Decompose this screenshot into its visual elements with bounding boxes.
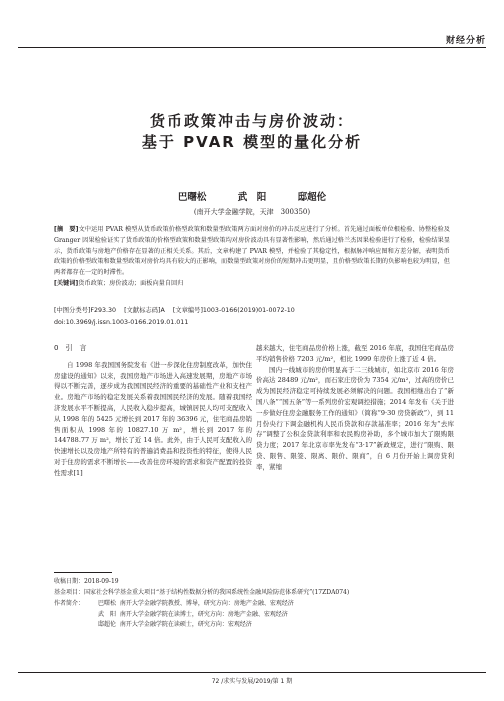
bio-name: 巴曙松 <box>98 600 117 607</box>
article-number: [文章编号]1003-0166(2019)01-0072-10 <box>172 307 295 314</box>
bio-desc: 南开大学金融学院在读硕士，研究方向：宏观经济 <box>119 621 252 628</box>
footnote-fund: 基金项目：国家社会科学基金重大项目“基于结构性数据分析的我国系统性金融风险防范体系研究”(17ZDA074) <box>54 589 350 596</box>
bio-row <box>54 610 454 621</box>
abstract-text: 文中运用 PVAR 模型从货币政策价格型政策和数量型政策两方面对房价的冲击反应进行了分析。首先通过面板单位根检验、协整检验及 Granger 因果检验证实了货币政策的价格型政策和数量型政策均对房价波动具有显著性影响，然后通过格兰杰因果检验进行了检验，检验结果显示，货币政策与房地产价格存在显著的正相关关系。其后，文章构建了 PVAR 模型，并检验了其稳定性，根据脉冲响应图和方差分解，表明货币政策的价格型政策和数量型政策对房价均具有较大的正影响，而数量型政策对房价的短期冲击更明显，且价格型政策长期的负影响也较为明显，但两者都存在一定的时滞性。 <box>54 226 450 277</box>
body-paragraph: 自 1998 年我国国务院发布《进一步深化住房制度改革，加快住房建设的通知》以来，我国房地产市场进入高速发展期，房地产市场得以不断完善，逐步成为我国国民经济的重要的基础性产业和支柱产业。房地产市场的稳定发展关系着我国国民经济的发展。随着我国经济发展水平不断提高，人民收入稳步提高，城镇居民人均可支配收入从 1998 年的 5425 元增长到 2017 年的 36396 元，住宅商品房销售面积从 1998 年的 10827.10 万 m²，增长到 2017 年的 144788.77 万 m²，增长了近 14 倍。此外，由于人民可支配收入的快速增长以及房地产所特有的普遍消费品和投资性的特征，使得人民对于住房的需求不断增长——改善住房环境的需求和资产配置的投资性需求[1] <box>54 360 252 477</box>
header-rule <box>18 47 486 48</box>
title-line-1: 货币政策冲击与房价波动： <box>149 112 354 130</box>
title-line-2: 基于 PVAR 模型的量化分析 <box>141 133 363 151</box>
bio-row <box>54 620 454 631</box>
abstract <box>54 225 450 290</box>
bio-name: 邸超伦 <box>98 621 117 628</box>
section-tag: 财经分析 <box>445 36 486 46</box>
body-right-column <box>256 343 454 473</box>
abstract-label: [摘 要] <box>54 226 79 233</box>
bio-spacer <box>54 620 98 631</box>
body-left-column <box>54 343 252 479</box>
affiliation: (南开大学金融学院，天津 300350) <box>193 208 311 216</box>
bio-row <box>54 599 454 610</box>
body-paragraph: 越来越大，住宅商品房价格上涨，截至 2016 年底，我国住宅商品房平均销售价格 7203 元/m²，相比 1999 年房价上涨了近 4 倍。 <box>256 344 454 363</box>
keywords-label: [关键词] <box>54 279 79 287</box>
footnote-rule <box>54 572 112 573</box>
footnote-received: 收稿日期：2018-09-19 <box>54 578 119 585</box>
keywords-text: 货币政策；房价波动；面板向量自回归 <box>78 279 184 287</box>
section-heading: 0 引 言 <box>54 344 87 352</box>
footnote-bios <box>54 599 454 631</box>
bio-desc: 南开大学金融学院在读博士，研究方向：房地产金融、宏观经济 <box>119 610 288 618</box>
bio-name: 武 阳 <box>98 610 117 618</box>
doc-code: [文献标志码]A <box>124 307 165 314</box>
author-list <box>0 189 504 203</box>
author-3: 邸超伦 <box>297 192 327 203</box>
bio-desc: 南开大学金融学院教授、博导，研究方向：房地产金融、宏观经济 <box>119 600 294 607</box>
doi: doi:10.3969/j.issn.1003-0166.2019.01.011 <box>54 319 189 326</box>
page-footer: 72 /求实与发展/2019/第 1 期 <box>211 678 293 685</box>
footer-rule <box>18 672 486 673</box>
author-1: 巴曙松 <box>177 192 207 203</box>
bio-spacer <box>54 610 98 621</box>
body-paragraph: 国内一线城市的房价明显高于二三线城市，如北京市 2016 年房价高达 28489 元/m²，而石家庄房价为 7354 元/m²，过高的房价已成为国民经济稳定可持续发展必须解决的问题。我国相继出台了“新国八条”“国五条”等一系列房价宏观调控措施；2014 年发布《关于进一步做好住房金融服务工作的通知》（简称“9·30 房贷新政”），到 11 月份央行下调金融机构人民币贷款和存款基准率；2016 年为“去库存”调整了公积金贷款利率和农民购房补助，多个城市加大了限购限贷力度；2017 年北京市率先发布“3·17”新政规定，进行“限购、限贷、限售、限签、限离、限价、限商”，自 6 月份开始上调房贷利率，紧缩 <box>256 365 454 471</box>
author-2: 武 阳 <box>237 192 267 203</box>
clc-code: [中图分类号]F293.30 <box>54 307 117 314</box>
meta-codes <box>54 305 454 314</box>
bio-label: 作者简介： <box>54 600 85 607</box>
